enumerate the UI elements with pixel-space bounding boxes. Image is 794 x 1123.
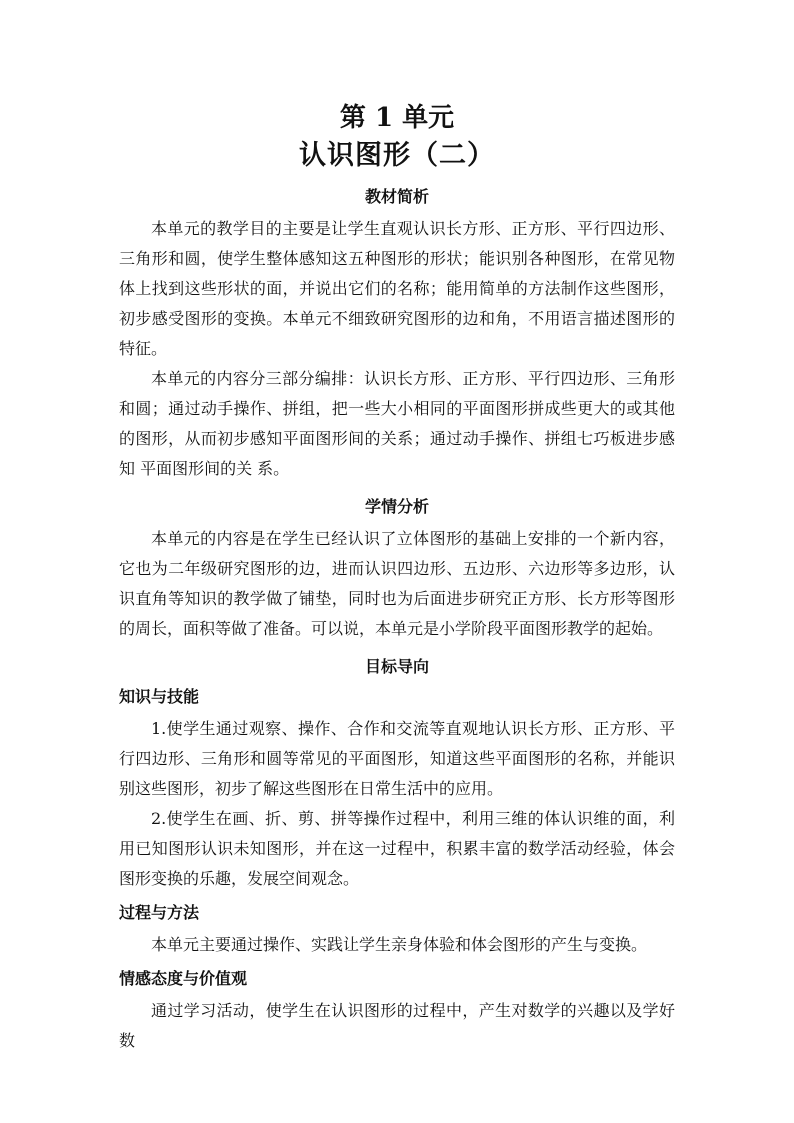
section-heading-textbook: 教材简析 — [364, 187, 429, 206]
unit-title: 第 1 单元 — [339, 103, 455, 133]
paragraph: 通过学习活动，使学生在认识图形的过程中，产生对数学的兴趣以及学好数 — [119, 1001, 675, 1050]
subheading-knowledge: 知识与技能 — [119, 687, 200, 706]
subheading-attitude: 情感态度与价值观 — [119, 969, 248, 988]
section-heading-students: 学情分析 — [364, 497, 429, 516]
paragraph: 本单元的内容分三部分编排：认识长方形、正方形、平行四边形、三角形和圆；通过动手操作、拼组，把一些大小相同的平面图形拼成些更大的或其他的图形，从而初步感知平面图形间的关系；通过动手操作、拼组七巧板进步感知 平面图形间的关 系。 — [119, 369, 675, 478]
paragraph: 本单元的内容是在学生已经认识了立体图形的基础上安排的一个新内容，它也为二年级研究图形的边，进而认识四边形、五边形、六边形等多边形，认识直角等知识的教学做了铺垫，同时也为后面进步研究正方形、长方形等图形的周长，面积等做了准备。可以说，本单元是小学阶段平面图形教学的起始。 — [119, 529, 675, 638]
paragraph: 1.使学生通过观察、操作、合作和交流等直观地认识长方形、正方形、平行四边形、三角形和圆等常见的平面图形，知道这些平面图形的名称，并能识别这些图形，初步了解这些图形在日常生活中的应用。 — [119, 719, 675, 798]
document-content — [119, 100, 675, 1056]
paragraph: 本单元的教学目的主要是让学生直观认识长方形、正方形、平行四边形、三角形和圆，使学生整体感知这五种图形的形状；能识别各种图形，在常见物体上找到这些形状的面，并说出它们的名称；能用简单的方法制作这些图形，初步感受图形的变换。本单元不细致研究图形的边和角，不用语言描述图形的特征。 — [119, 219, 675, 358]
paragraph: 本单元主要通过操作、实践让学生亲身体验和体会图形的产生与变换。 — [151, 935, 648, 954]
unit-subtitle: 认识图形（二） — [299, 140, 495, 171]
subheading-process: 过程与方法 — [119, 903, 200, 922]
section-heading-goals: 目标导向 — [364, 657, 429, 676]
paragraph: 2.使学生在画、折、剪、拼等操作过程中，利用三维的体认识维的面，利用已知图形认识未知图形，并在这一过程中，积累丰富的数学活动经验，体会图形变换的乐趣，发展空间观念。 — [119, 809, 675, 888]
